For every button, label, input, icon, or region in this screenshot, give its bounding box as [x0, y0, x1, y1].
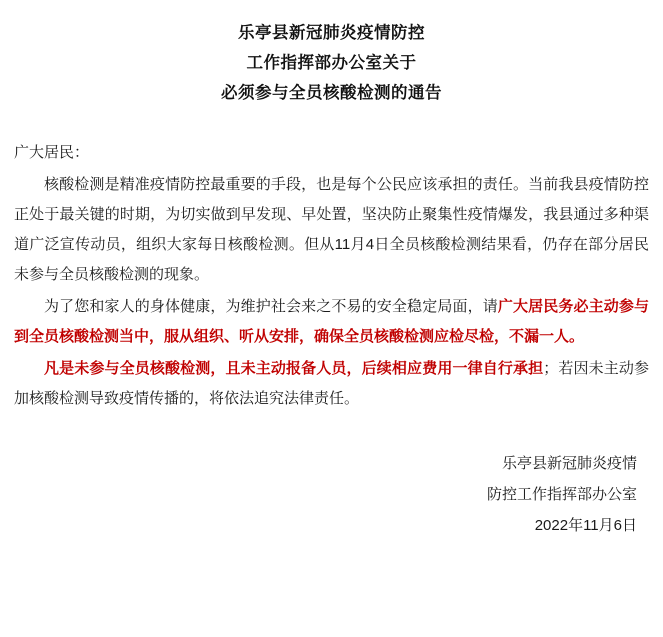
title-line-2: 工作指挥部办公室关于: [246, 54, 417, 72]
paragraph-2-run-1: 为了您和家人的身体健康，为维护社会来之不易的安全稳定局面，请: [44, 298, 498, 315]
salutation: 广大居民：: [14, 144, 90, 161]
paragraph-1-run-1: 核酸检测是精准疫情防控最重要的手段，也是每个公民应该承担的责任。当前我县疫情防控正处于最关键的时期，为切实做到早发现、早处置，坚决防止聚集性疫情爆发，我县通过多种渠道广泛宣传动员，组织大家每日核酸检测。但从11月4日全员核酸检测结果看，仍存在部分居民未参与全员核酸检测的现象。: [14, 176, 649, 283]
paragraph-2: [14, 292, 649, 352]
signature-line-2: 防控工作指挥部办公室: [486, 486, 637, 503]
document-body: [14, 138, 649, 414]
paragraph-3: [14, 354, 649, 414]
signature-block: [14, 448, 649, 541]
paragraph-3-run-2: ；若因未主动参加核酸检测导致疫情传播的，将依法追究法律责任。: [14, 360, 649, 407]
paragraph-3-emphasis: 凡是未参与全员核酸检测，且未主动报备人员，后续相应费用一律自行承担: [44, 360, 544, 377]
document-title: [14, 18, 649, 108]
title-line-1: 乐亭县新冠肺炎疫情防控: [238, 24, 425, 42]
paragraph-2-emphasis: 广大居民务必主动参与到全员核酸检测当中，服从组织、听从安排，确保全员核酸检测应检尽检，不漏一人。: [14, 298, 649, 345]
paragraph-1: [14, 170, 649, 290]
signature-line-1: 乐亭县新冠肺炎疫情: [501, 455, 637, 472]
signature-date: 2022年11月6日: [534, 517, 637, 534]
title-line-3: 必须参与全员核酸检测的通告: [221, 84, 442, 102]
